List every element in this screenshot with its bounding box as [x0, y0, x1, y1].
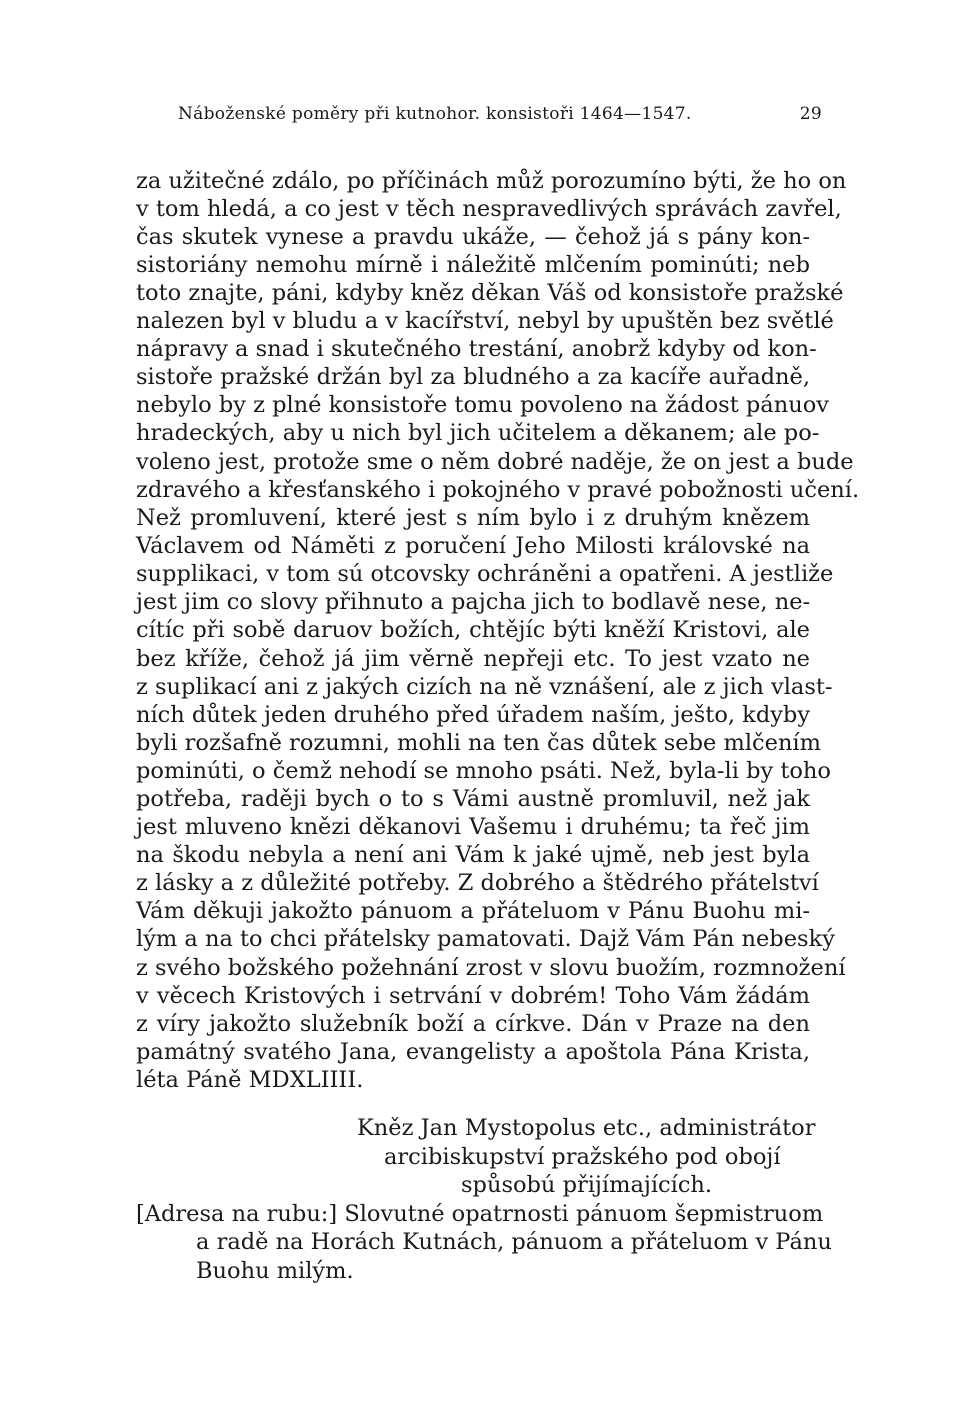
body-line: lým a na to chci přátelsky pamatovati. Dajž Vám Pán nebeský: [136, 926, 835, 952]
header-title: Náboženské poměry při kutnohor. konsistoři 1464—1547.: [178, 104, 692, 124]
body-line: cítíc při sobě daruov božích, chtějíc býti kněží Kristovi, ale: [136, 617, 810, 643]
body-line: pominúti, o čemž nehodí se mnoho psáti. Než, byla-li by toho: [136, 758, 831, 784]
signature-line: Kněz Jan Mystopolus etc., administrátor: [357, 1115, 816, 1141]
body-line: na škodu nebyla a není ani Vám k jaké ujmě, neb jest byla: [136, 842, 810, 868]
body-line: čas skutek vynese a pravdu ukáže, — čehož já s pány kon-: [136, 224, 810, 250]
address-line: a radě na Horách Kutnách, pánuom a přáteluom v Pánu: [196, 1229, 832, 1255]
body-line: jest jim co slovy přihnuto a pajcha jich to bodlavě nese, ne-: [136, 589, 811, 615]
body-line: památný svatého Jana, evangelisty a apoštola Pána Krista,: [136, 1039, 810, 1065]
body-line: léta Páně MDXLIIII.: [136, 1067, 364, 1093]
page-number: 29: [799, 104, 822, 124]
body-line: sistoře pražské držán byl za bludného a za kacíře auřadně,: [136, 364, 810, 390]
body-line: v věcech Kristových i setrvání v dobrém! Toho Vám žádám: [136, 983, 810, 1009]
body-line: voleno jest, protože sme o něm dobré naděje, že on jest a bude: [136, 449, 854, 475]
body-line: zdravého a křesťanského i pokojného v pravé pobožnosti učení.: [136, 477, 860, 503]
body-line: jest mluveno knězi děkanovi Vašemu i druhému; ta řeč jim: [136, 814, 810, 840]
body-line: Vám děkuji jakožto pánuom a přáteluom v Pánu Buohu mi-: [136, 898, 810, 924]
body-line: Václavem od Náměti z poručení Jeho Milosti královské na: [136, 533, 810, 559]
body-line: z lásky a z důležité potřeby. Z dobrého a štědrého přátelství: [136, 870, 819, 896]
body-line: za užitečné zdálo, po příčinách můž porozumíno býti, že ho on: [136, 168, 847, 194]
body-line: z suplikací ani z jakých cizích na ně vznášení, ale z jich vlast-: [136, 674, 833, 700]
body-line: byli rozšafně rozumni, mohli na ten čas důtek sebe mlčením: [136, 730, 821, 756]
body-line: nápravy a snad i skutečného trestání, anobrž kdyby od kon-: [136, 336, 817, 362]
body-line: bez kříže, čehož já jim věrně nepřeji etc. To jest vzato ne: [136, 646, 810, 672]
body-line: sistoriány nemohu mírně i náležitě mlčením pominúti; neb: [136, 252, 810, 278]
body-line: v tom hledá, a co jest v těch nespravedlivých správách zavřel,: [136, 196, 842, 222]
body-line: z svého božského požehnání zrost v slovu buožím, rozmnožení: [136, 955, 846, 981]
body-line: Než promluvení, které jest s ním bylo i z druhým knězem: [136, 505, 810, 531]
body-line: ních důtek jeden druhého před úřadem naším, ješto, kdyby: [136, 702, 811, 728]
address-line: [Adresa na rubu:] Slovutné opatrnosti pánuom šepmistruom: [136, 1201, 824, 1227]
body-line: potřeba, raději bych o to s Vámi austně promluvil, než jak: [136, 786, 810, 812]
body-line: nalezen byl v bludu a v kacířství, nebyl by upuštěn bez světlé: [136, 308, 834, 334]
address-line: Buohu milým.: [196, 1258, 354, 1284]
body-line: z víry jakožto služebník boží a církve. Dán v Praze na den: [136, 1011, 810, 1037]
body-line: nebylo by z plné konsistoře tomu povoleno na žádost pánuov: [136, 392, 829, 418]
body-line: hradeckých, aby u nich byl jich učitelem a děkanem; ale po-: [136, 420, 820, 446]
body-line: toto znajte, páni, kdyby kněz děkan Váš od konsistoře pražské: [136, 280, 844, 306]
body-line: supplikaci, v tom sú otcovsky ochráněni a opatřeni. A jestliže: [136, 561, 834, 587]
signature-line: arcibiskupství pražského pod obojí: [384, 1144, 781, 1170]
signature-line: spůsobú přijímajících.: [461, 1172, 713, 1198]
